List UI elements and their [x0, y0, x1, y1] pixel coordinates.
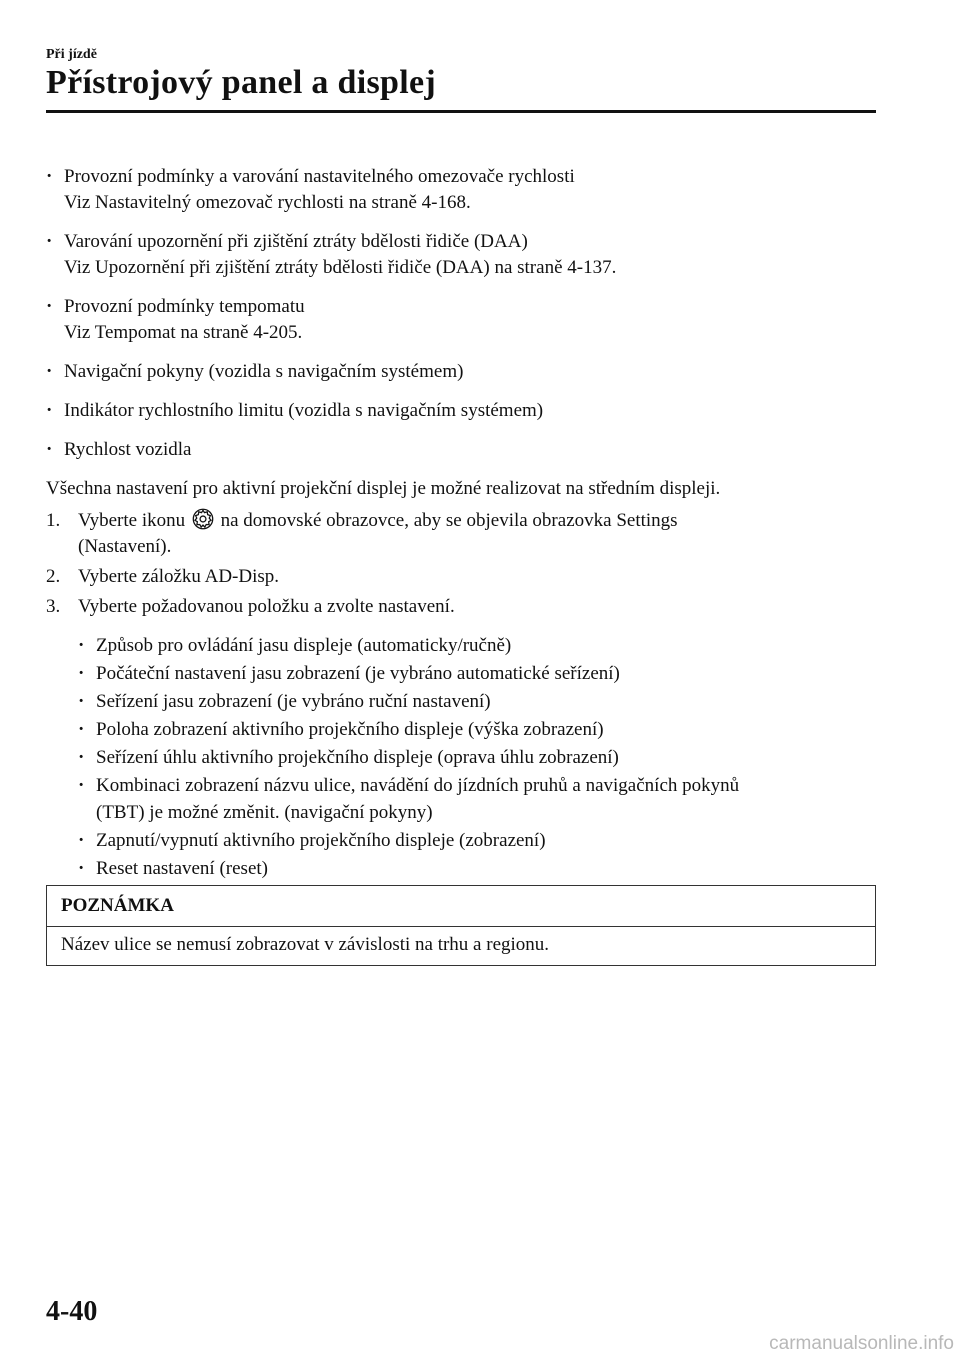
- page-content: [46, 164, 876, 883]
- step-number: 1.: [46, 510, 61, 531]
- note-heading: POZNÁMKA: [47, 886, 875, 927]
- note-box: [46, 885, 876, 966]
- settings-list: [78, 632, 876, 882]
- list-item-text: · Indikátor rychlostního limitu (vozidla s navigačním systémem): [64, 400, 544, 421]
- cross-reference: Viz Upozornění při zjištění ztráty bdělosti řidiče (DAA) na straně 4-137.: [64, 257, 617, 278]
- list-item: [78, 772, 876, 826]
- page-title: Přístrojový panel a displej: [46, 64, 436, 101]
- list-item: [78, 827, 876, 854]
- cross-reference: Viz Nastavitelný omezovač rychlosti na straně 4-168.: [64, 192, 471, 213]
- list-item-text: · Provozní podmínky a varování nastavitelného omezovače rychlosti: [64, 166, 575, 187]
- gear-icon: [192, 508, 214, 530]
- list-item-text: Zapnutí/vypnutí aktivního projekčního displeje (zobrazení): [96, 830, 546, 851]
- steps-list: [46, 508, 876, 620]
- list-item: [78, 632, 876, 659]
- list-item: [46, 359, 876, 385]
- title-divider: [46, 110, 876, 113]
- list-item: [78, 855, 876, 882]
- list-item-text: Seřízení jasu zobrazení (je vybráno ruční nastavení): [96, 691, 491, 712]
- cross-reference: Viz Tempomat na straně 4-205.: [64, 322, 303, 343]
- section-label: Při jízdě: [46, 47, 97, 62]
- watermark: carmanualsonline.info: [769, 1333, 954, 1354]
- page-number: 4-40: [46, 1296, 98, 1327]
- list-item: [78, 744, 876, 771]
- list-item: [46, 164, 876, 216]
- list-item-text: (TBT) je možné změnit. (navigační pokyny): [96, 802, 433, 823]
- list-item: [78, 688, 876, 715]
- intro-paragraph: Všechna nastavení pro aktivní projekční displej je možné realizovat na středním displeji.: [46, 478, 721, 499]
- step-text: Vyberte záložku AD-Disp.: [78, 566, 280, 587]
- list-item-text: Způsob pro ovládání jasu displeje (automaticky/ručně): [96, 635, 512, 656]
- list-item-text: · Varování upozornění při zjištění ztráty bdělosti řidiče (DAA): [64, 231, 528, 252]
- list-item-text: Kombinaci zobrazení názvu ulice, navádění do jízdních pruhů a navigačních pokynů: [96, 775, 740, 796]
- step-number: 3.: [46, 596, 61, 617]
- step-item: [46, 564, 876, 590]
- step-text: na domovské obrazovce, aby se objevila obrazovka Settings: [220, 510, 678, 531]
- step-text: (Nastavení).: [78, 536, 172, 557]
- step-number: 2.: [46, 566, 61, 587]
- list-item: [46, 294, 876, 346]
- list-item: [46, 229, 876, 281]
- list-item-text: Počáteční nastavení jasu zobrazení (je vybráno automatické seřízení): [96, 663, 620, 684]
- list-item-text: Poloha zobrazení aktivního projekčního displeje (výška zobrazení): [96, 719, 604, 740]
- step-item: [46, 594, 876, 620]
- step-text: Vyberte ikonu: [78, 510, 186, 531]
- note-body: Název ulice se nemusí zobrazovat v závislosti na trhu a regionu.: [61, 934, 550, 955]
- list-item-text: Seřízení úhlu aktivního projekčního displeje (oprava úhlu zobrazení): [96, 747, 619, 768]
- list-item: [78, 716, 876, 743]
- list-item-text: · Provozní podmínky tempomatu: [64, 296, 305, 317]
- list-item: [78, 660, 876, 687]
- list-item-text: Reset nastavení (reset): [96, 858, 268, 879]
- list-item-text: · Rychlost vozidla: [64, 439, 192, 460]
- step-item: [46, 508, 876, 560]
- list-item-text: · Navigační pokyny (vozidla s navigačním systémem): [64, 361, 464, 382]
- list-item: [46, 437, 876, 463]
- step-text: Vyberte požadovanou položku a zvolte nastavení.: [78, 596, 455, 617]
- list-item: [46, 398, 876, 424]
- feature-list: [46, 164, 876, 463]
